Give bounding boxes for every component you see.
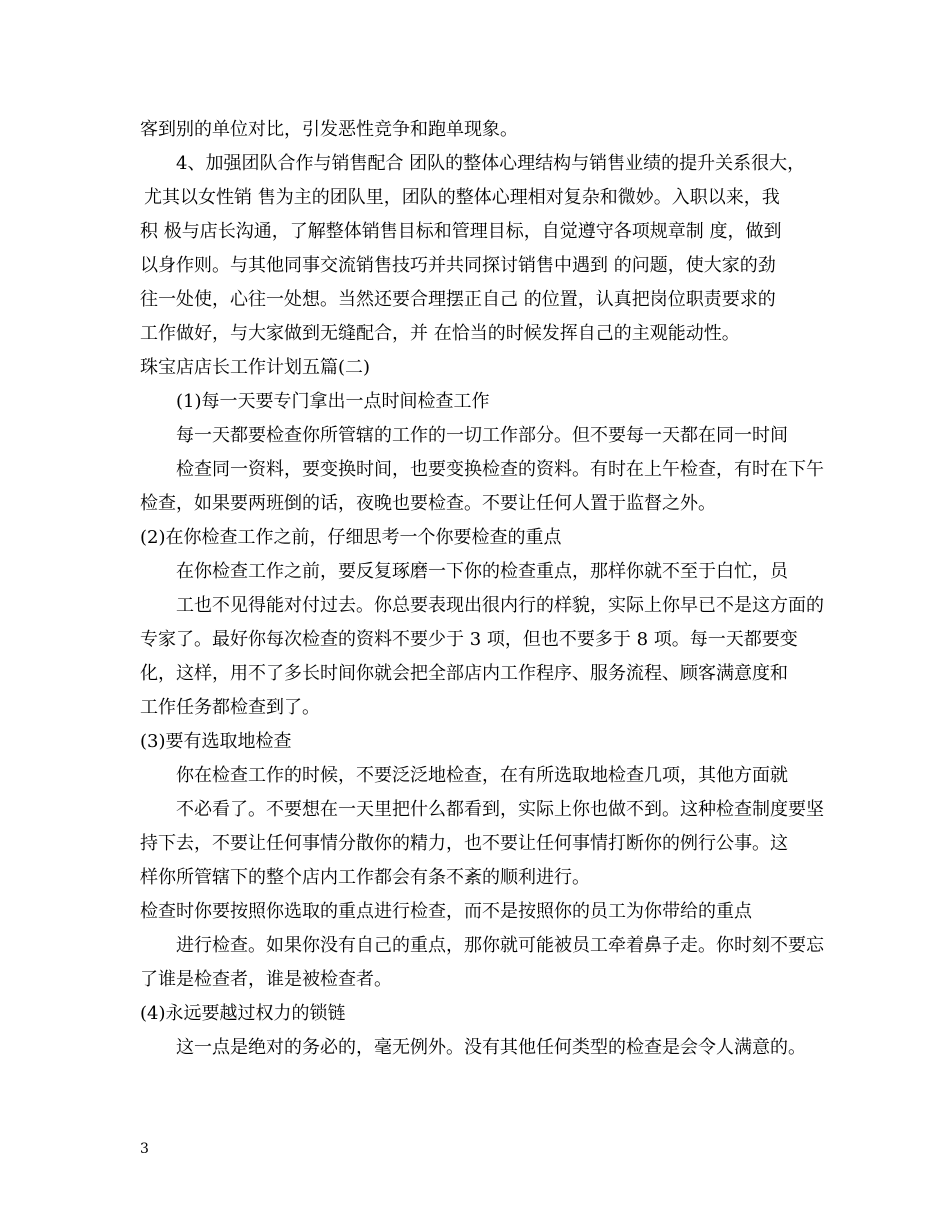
body-text-line: 化，这样，用不了多长时间你就会把全部店内工作程序、服务流程、顾客满意度和 (140, 663, 788, 684)
body-text-line: 样你所管辖下的整个店内工作都会有条不紊的顺利进行。 (140, 867, 590, 888)
body-text-line: 不必看了。不要想在一天里把什么都看到，实际上你也做不到。这种检查制度要坚 (176, 799, 824, 820)
body-text-line: 你在检查工作的时候，不要泛泛地检查，在有所选取地检查几项，其他方面就 (176, 765, 788, 786)
body-text-line: 进行检查。如果你没有自己的重点，那你就可能被员工牵着鼻子走。你时刻不要忘 (176, 935, 824, 956)
body-text-line: 检查，如果要两班倒的话，夜晚也要检查。不要让任何人置于监督之外。 (140, 493, 716, 514)
body-text-line: 专家了。最好你每次检查的资料不要少于 3 项，但也不要多于 8 项。每一天都要变 (140, 629, 798, 650)
body-text-line: 积 极与店长沟通，了解整体销售目标和管理目标，自觉遵守各项规章制 度，做到 (140, 221, 782, 242)
body-text-line: 每一天都要检查你所管辖的工作的一切工作部分。但不要每一天都在同一时间 (176, 425, 788, 446)
body-text-line: 往一处使，心往一处想。当然还要合理摆正自己 的位置，认真把岗位职责要求的 (140, 289, 776, 310)
body-text-line: 这一点是绝对的务必的，毫无例外。没有其他任何类型的检查是会令人满意的。 (176, 1037, 806, 1058)
body-text-line: 尤其以女性销 售为主的团队里，团队的整体心理相对复杂和微妙。入职以来，我 (144, 187, 780, 208)
body-text-line: 在你检查工作之前，要反复琢磨一下你的检查重点，那样你就不至于白忙，员 (176, 561, 788, 582)
body-text-line: 检查同一资料，要变换时间，也要变换检查的资料。有时在上午检查，有时在下午 (176, 459, 824, 480)
subheading-4: (4)永远要越过权力的锁链 (140, 1003, 346, 1024)
body-text-line: 工也不见得能对付过去。你总要表现出很内行的样貌，实际上你早已不是这方面的 (176, 595, 824, 616)
section-heading: 珠宝店店长工作计划五篇(二) (140, 357, 371, 378)
numbered-paragraph-line: 4、加强团队合作与销售配合 团队的整体心理结构与销售业绩的提升关系很大， (176, 153, 806, 174)
subheading-1: (1)每一天要专门拿出一点时间检查工作 (176, 391, 490, 412)
body-text-line: 工作任务都检查到了。 (140, 697, 320, 718)
body-text-line: 以身作则。与其他同事交流销售技巧并共同探讨销售中遇到 的问题，使大家的劲 (140, 255, 776, 276)
body-text-line: 客到别的单位对比，引发恶性竞争和跑单现象。 (140, 119, 518, 140)
body-text-line: 了谁是检查者，谁是被检查者。 (140, 969, 392, 990)
body-text-line: 检查时你要按照你选取的重点进行检查，而不是按照你的员工为你带给的重点 (140, 901, 752, 922)
subheading-3: (3)要有选取地检查 (140, 731, 292, 752)
body-text-line: 持下去，不要让任何事情分散你的精力，也不要让任何事情打断你的例行公事。这 (140, 833, 788, 854)
page-number: 3 (140, 1141, 149, 1157)
body-text-line: 工作做好，与大家做到无缝配合，并 在恰当的时候发挥自己的主观能动性。 (140, 323, 740, 344)
subheading-2: (2)在你检查工作之前，仔细思考一个你要检查的重点 (140, 527, 562, 548)
